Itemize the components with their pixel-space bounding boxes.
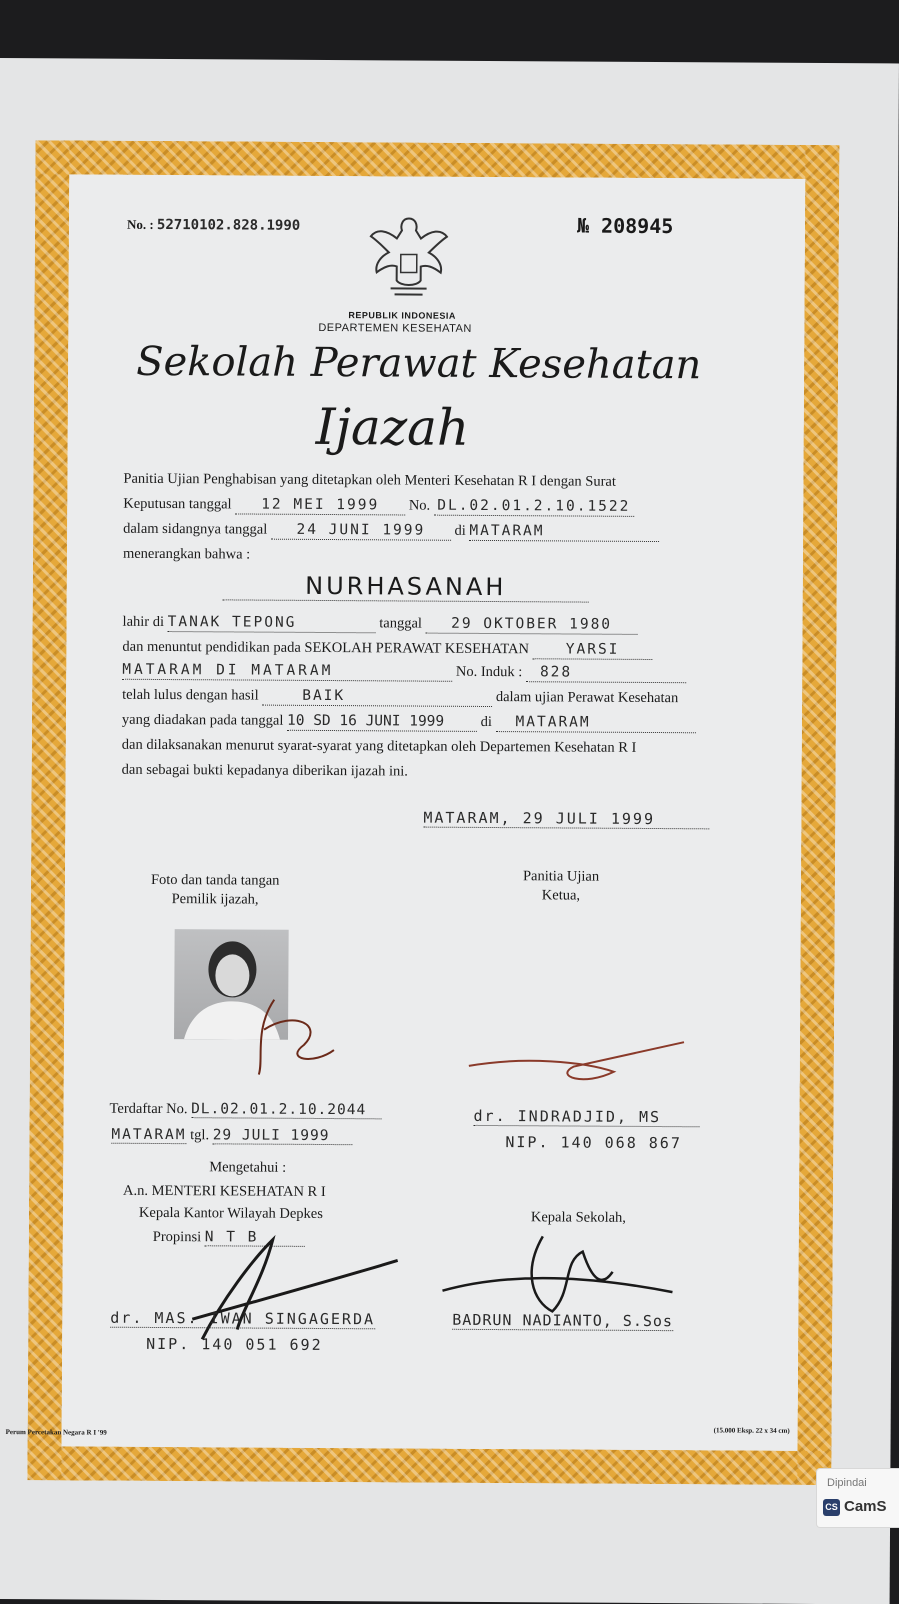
- birth-place: TANAK TEPONG: [167, 614, 297, 631]
- official-nip: NIP. 140 051 692: [146, 1334, 323, 1354]
- registered-label: Terdaftar No.: [109, 1100, 188, 1118]
- result-label: telah lulus dengan hasil: [122, 686, 259, 704]
- education-row: [122, 639, 652, 660]
- school-branch: YARSI: [565, 641, 620, 658]
- session-date-row: [123, 521, 659, 542]
- chairman-name: dr. INDRADJID, MS: [473, 1107, 699, 1127]
- registered-date-row: [111, 1127, 352, 1145]
- school-name-title: Sekolah Perawat Kesehatan: [136, 338, 702, 389]
- serial-number-row: [127, 217, 300, 234]
- camscanner-logo-icon: CS: [823, 1499, 840, 1516]
- birth-date: 29 OKTOBER 1980: [451, 615, 613, 633]
- chairman-nip: NIP. 140 068 867: [505, 1133, 682, 1153]
- serial-number-label: No. :: [126, 216, 154, 232]
- committee-label: Panitia Ujian: [522, 868, 600, 885]
- decision-date-row: [123, 496, 634, 517]
- location-row: [122, 662, 686, 683]
- exam-date: 10 SD 16 JUNI 1999: [286, 712, 445, 730]
- decision-number: DL.02.01.2.10.1522: [437, 497, 631, 515]
- chairman-name-row: [473, 1107, 699, 1127]
- exam-place: MATARAM: [515, 714, 591, 731]
- registered-date: 29 JULI 1999: [213, 1127, 353, 1145]
- serial-number: 52710102.828.1990: [156, 216, 301, 234]
- closing-line-2: dan sebagai bukti kepadanya diberikan ijazah ini.: [121, 761, 408, 780]
- registered-place: MATARAM: [111, 1126, 187, 1144]
- registered-date-label: tgl.: [190, 1127, 210, 1144]
- declares-label: menerangkan bahwa :: [122, 545, 251, 563]
- school-location: MATARAM DI MATARAM: [122, 661, 334, 680]
- photo-caption-line1: Foto dan tanda tangan: [150, 871, 280, 889]
- session-place-label: di: [454, 522, 466, 539]
- exam-label: dalam ujian Perawat Kesehatan: [495, 689, 679, 707]
- regional-office-label: Kepala Kantor Wilayah Depkes: [138, 1204, 323, 1222]
- decision-no-label: No.: [408, 497, 431, 514]
- induk-label: No. Induk :: [455, 663, 523, 681]
- certificate-number: № 208945: [576, 213, 674, 239]
- province-label: Propinsi: [152, 1228, 202, 1246]
- print-run-note: (15.000 Eksp. 22 x 34 cm): [713, 1426, 790, 1435]
- issue-place-date: MATARAM, 29 JULI 1999: [423, 809, 709, 830]
- chairman-label: Ketua,: [541, 887, 581, 904]
- garuda-emblem-icon: [367, 210, 452, 303]
- ministry-label: DEPARTEMEN KESEHATAN: [318, 321, 472, 335]
- province-value: N T B: [205, 1229, 305, 1247]
- session-place: MATARAM: [469, 522, 545, 540]
- exam-date-label: yang diadakan pada tanggal: [121, 711, 284, 729]
- holder-name-row: [223, 571, 589, 602]
- chairman-signature: [464, 1036, 694, 1097]
- headmaster-signature: [432, 1231, 693, 1323]
- induk-number: 828: [539, 664, 573, 681]
- intro-line-1: Panitia Ujian Penghabisan yang ditetapkan oleh Menteri Kesehatan R I dengan Surat: [123, 470, 616, 490]
- official-name-row: [110, 1309, 375, 1330]
- camscanner-brand: CamS: [844, 1498, 887, 1515]
- printer-note: Perum Percetakan Negara R I '99: [5, 1428, 107, 1437]
- birth-place-label: lahir di: [122, 613, 165, 631]
- session-date: 24 JUNI 1999: [296, 521, 426, 539]
- registered-row: [110, 1101, 382, 1120]
- birth-row: [122, 614, 637, 635]
- headmaster-label: Kepala Sekolah,: [530, 1209, 627, 1226]
- closing-line-1: dan dilaksanakan menurut syarat-syarat yang ditetapkan oleh Departemen Kesehatan R I: [121, 736, 637, 756]
- session-date-label: dalam sidangnya tanggal: [123, 520, 268, 538]
- education-label: dan menuntut pendidikan pada SEKOLAH PERAWAT KESEHATAN: [122, 638, 530, 658]
- scanned-with-label: Dipindai: [827, 1477, 867, 1489]
- result-row: [122, 687, 678, 708]
- acknowledged-label: Mengetahui :: [209, 1159, 287, 1176]
- holder-signature: [244, 990, 345, 1081]
- official-signature: [162, 1219, 403, 1350]
- result-value: BAIK: [302, 687, 346, 705]
- committee-caption: [523, 867, 599, 905]
- exam-date-row: [122, 712, 696, 734]
- birth-date-label: tanggal: [379, 615, 423, 632]
- official-name: dr. MAS. IWAN SINGAGERDA: [110, 1308, 376, 1329]
- minister-label: A.n. MENTERI KESEHATAN R I: [123, 1182, 326, 1201]
- exam-place-label: di: [480, 713, 492, 731]
- certificate-paper: [0, 58, 899, 1604]
- ijazah-title: Ijazah: [315, 397, 470, 457]
- decision-date-label: Keputusan tanggal: [123, 495, 232, 513]
- camscanner-watermark: [816, 1468, 899, 1528]
- photo-caption-line2: Pemilik ijazah,: [171, 891, 259, 908]
- headmaster-name-row: [452, 1311, 673, 1331]
- issue-place-date-row: [423, 809, 709, 830]
- republik-indonesia-label: REPUBLIK INDONESIA: [348, 310, 456, 321]
- decision-date: 12 MEI 1999: [261, 496, 380, 514]
- photo-caption: [151, 871, 280, 910]
- holder-name: NURHASANAH: [223, 571, 589, 602]
- registered-number: DL.02.01.2.10.2044: [191, 1101, 381, 1119]
- headmaster-name: BADRUN NADIANTO, S.Sos: [452, 1310, 674, 1331]
